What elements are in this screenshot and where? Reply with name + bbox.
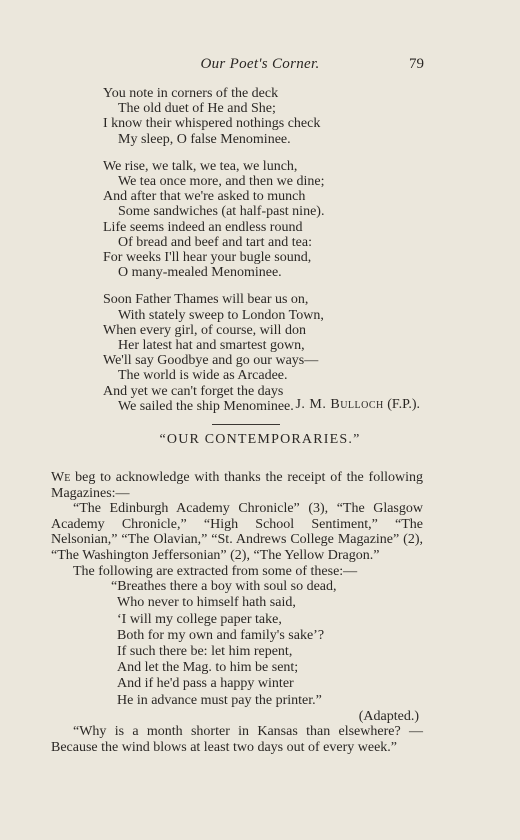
poem-line: You note in corners of the deck [103,86,279,101]
running-title: Our Poet's Corner. [200,56,320,72]
quote-line: ‘I will my college paper take, [117,611,282,627]
section-heading: “OUR CONTEMPORARIES.” [159,432,361,447]
poem-line: And after that we're asked to munch [103,189,306,205]
poem-line: Some sandwiches (at half-past nine). [118,204,325,220]
poem-stanza [103,159,443,281]
paragraph-text: beg to acknowledge with thanks the receipt of the following Magazines:— [51,470,423,501]
quote-line: Both for my own and family's sake’? [117,627,325,643]
joke-paragraph: “Why is a month shorter in Kansas than elsewhere? —Because the wind blows at least two days out of every week.” [51,724,423,755]
poem-line: For weeks I'll hear your bugle sound, [103,250,312,266]
section-body [51,470,423,756]
poem-signature [0,397,420,413]
poem-line: Soon Father Thames will bear us on, [103,292,309,308]
quote-line: And let the Mag. to him be sent; [117,660,299,676]
poem-line: With stately sweep to London Town, [118,307,324,323]
poem [103,86,443,426]
quote-line: He in advance must pay the printer.” [117,692,322,708]
poem-line: Life seems indeed an endless round [103,219,303,235]
poem-line: And yet we can't forget the days [103,383,284,399]
poem-line: We rise, we talk, we tea, we lunch, [103,158,298,174]
author-note: (F.P.). [387,397,420,412]
quote-line: “Breathes there a boy with soul so dead, [111,579,337,595]
section-divider [212,424,280,425]
author-name: J. M. Bulloch [295,397,384,412]
poem-line: Of bread and beef and tart and tea: [118,234,312,250]
extracts-intro: The following are extracted from some of these:— [73,563,358,579]
poem-line: I know their whispered nothings check [103,116,321,132]
page-number: 79 [409,56,424,72]
quoted-verse [51,579,423,709]
poem-line: The world is wide as Arcadee. [118,368,288,384]
poem-stanza [103,292,443,414]
poem-line: Her latest hat and smartest gown, [118,338,305,354]
poem-stanza [103,86,443,147]
lead-word: We [51,470,71,485]
poem-line: We sailed the ship Menominee. [118,398,294,414]
poem-line: We tea once more, and then we dine; [118,174,325,190]
running-head [0,56,520,76]
magazines-paragraph: “The Edinburgh Academy Chronicle” (3), “The Glasgow Academy Chronicle,” “High School Sentiment,” “The Nelsonian,” “The Olavian,” “St. Andrews College Magazine” (2), “The Washington Jeffersonian” (2), “The Yellow Dragon.” [51,501,423,563]
poem-line: The old duet of He and She; [118,101,276,117]
poem-line: My sleep, O false Menominee. [118,131,291,147]
poem-line: When every girl, of course, will don [103,322,306,338]
quote-line: If such there be: let him repent, [117,643,293,659]
poem-line: We'll say Goodbye and go our ways— [103,353,319,369]
quote-source: (Adapted.) [358,708,419,724]
quote-line: Who never to himself hath said, [117,595,296,611]
poem-line: O many-mealed Menominee. [118,265,282,281]
quote-line: And if he'd pass a happy winter [117,676,294,692]
acknowledgement-paragraph [51,470,423,501]
